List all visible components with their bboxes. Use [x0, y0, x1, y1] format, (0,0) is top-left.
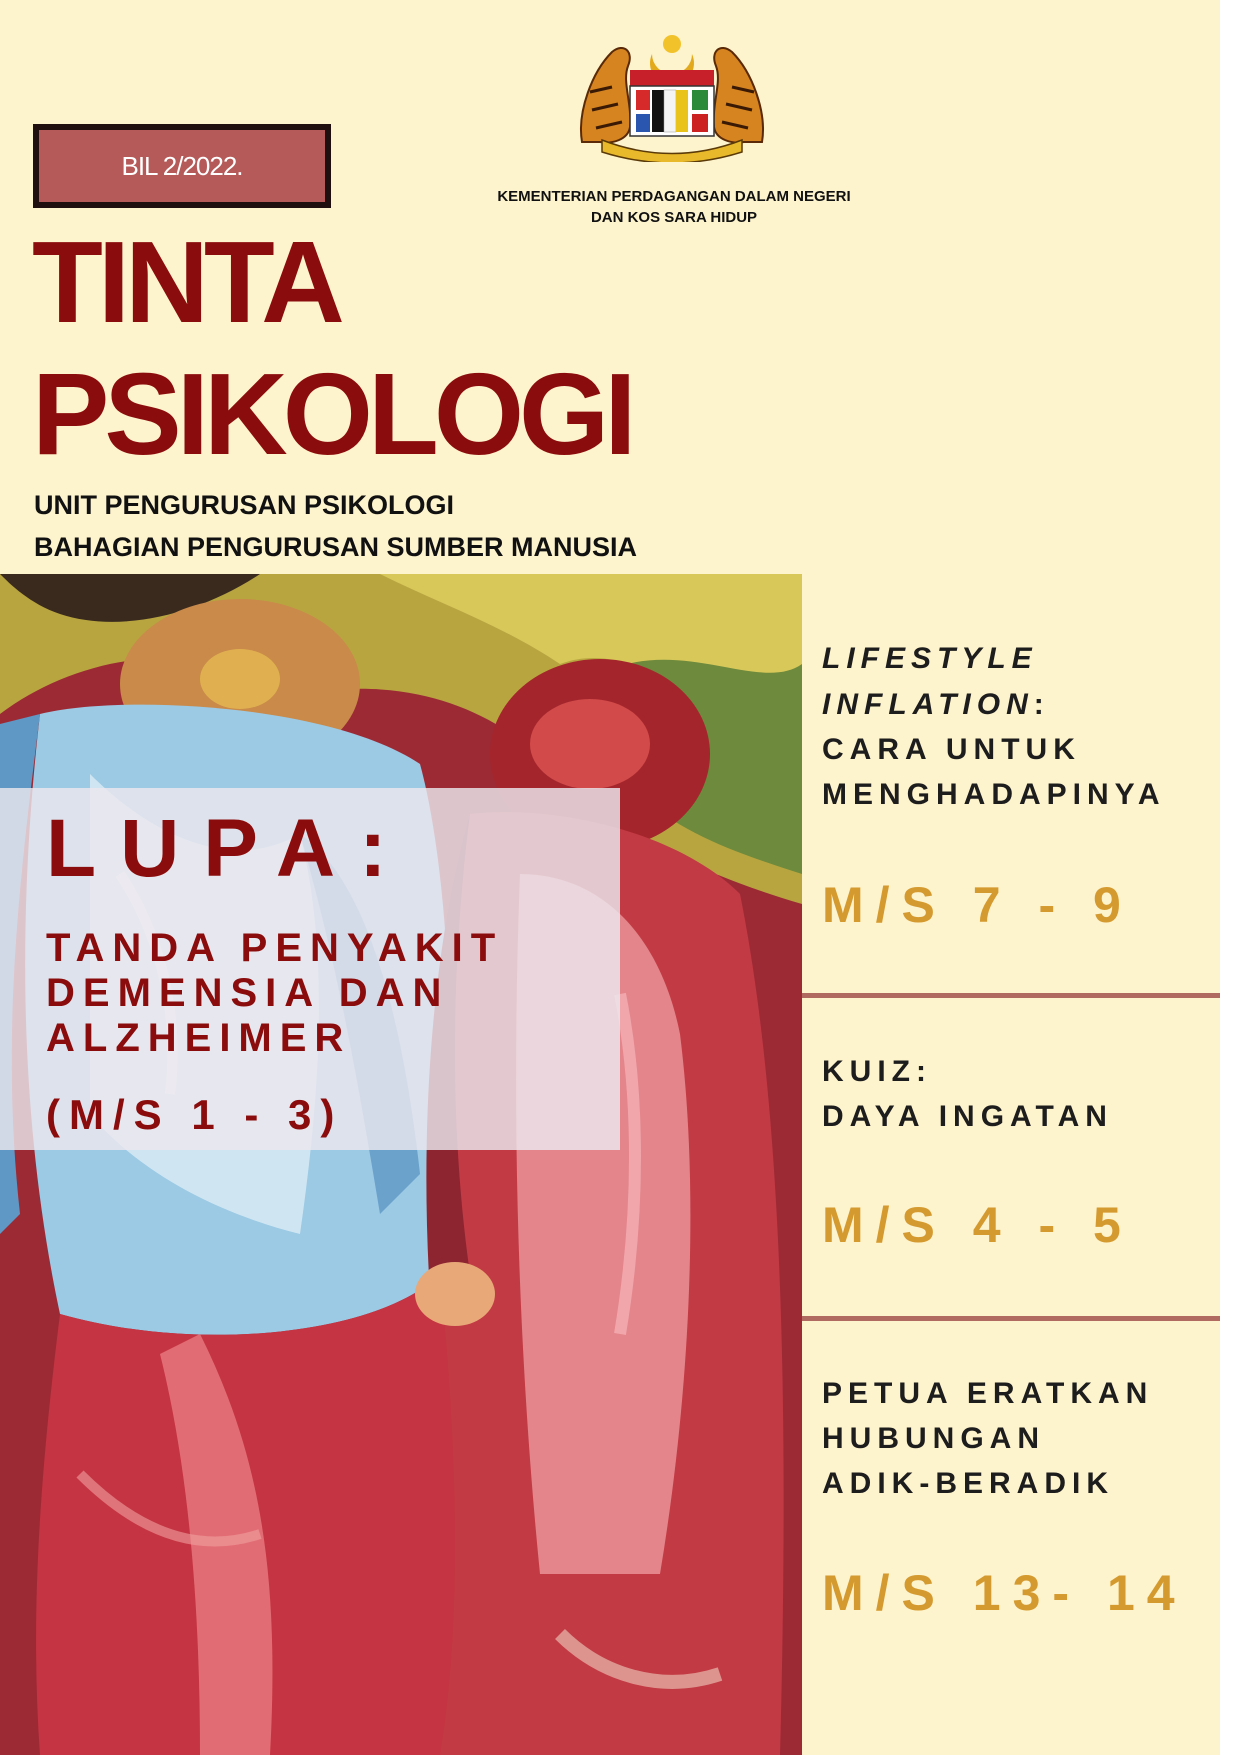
toc-1-line-2-italic: INFLATION	[822, 688, 1034, 721]
issue-badge	[33, 124, 331, 208]
toc-2-line-2: DAYA INGATAN	[822, 1100, 1113, 1133]
toc-divider-1	[802, 993, 1220, 998]
ministry-line-1: KEMENTERIAN PERDAGANGAN DALAM NEGERI	[497, 188, 851, 205]
toc-1-line-3: CARA UNTUK	[822, 733, 1081, 766]
coat-of-arms-icon	[572, 32, 772, 162]
toc-1-line-2-colon: :	[1033, 688, 1050, 721]
unit-line-2: BAHAGIAN PENGURUSAN SUMBER MANUSIA	[34, 532, 638, 562]
toc-1-line-1: LIFESTYLE	[822, 642, 1038, 675]
ministry-line-2: DAN KOS SARA HIDUP	[590, 209, 758, 226]
unit-line-1: UNIT PENGURUSAN PSIKOLOGI	[34, 490, 455, 520]
toc-3-line-1: PETUA ERATKAN	[822, 1377, 1154, 1410]
toc-divider-2	[802, 1316, 1220, 1321]
toc-1-line-4: MENGHADAPINYA	[822, 778, 1166, 811]
page-edge	[1220, 0, 1240, 1755]
ministry-name	[440, 186, 908, 228]
issue-number: BIL 2/2022.	[39, 130, 325, 202]
feature-pages: (M/S 1 - 3)	[46, 1091, 344, 1138]
toc-1-pages: M/S 7 - 9	[822, 877, 1133, 933]
feature-subtitle-1: TANDA PENYAKIT	[46, 926, 504, 970]
toc-3-line-2: HUBUNGAN	[822, 1422, 1045, 1455]
title-line-2: PSIKOLOGI	[32, 349, 632, 479]
title-line-1: TINTA	[32, 217, 340, 347]
toc-2-pages: M/S 4 - 5	[822, 1197, 1133, 1253]
feature-subtitle-3: ALZHEIMER	[46, 1016, 352, 1060]
cover-painting	[0, 574, 802, 1755]
elderly-couple-painting	[0, 574, 802, 1755]
toc-1-line-2	[822, 690, 1050, 720]
toc-3-pages: M/S 13- 14	[822, 1565, 1187, 1621]
feature-subtitle-2: DEMENSIA DAN	[46, 971, 450, 1015]
toc-3-line-3: ADIK-BERADIK	[822, 1467, 1114, 1500]
toc-2-line-1: KUIZ:	[822, 1055, 932, 1088]
feature-title: LUPA:	[46, 803, 411, 894]
